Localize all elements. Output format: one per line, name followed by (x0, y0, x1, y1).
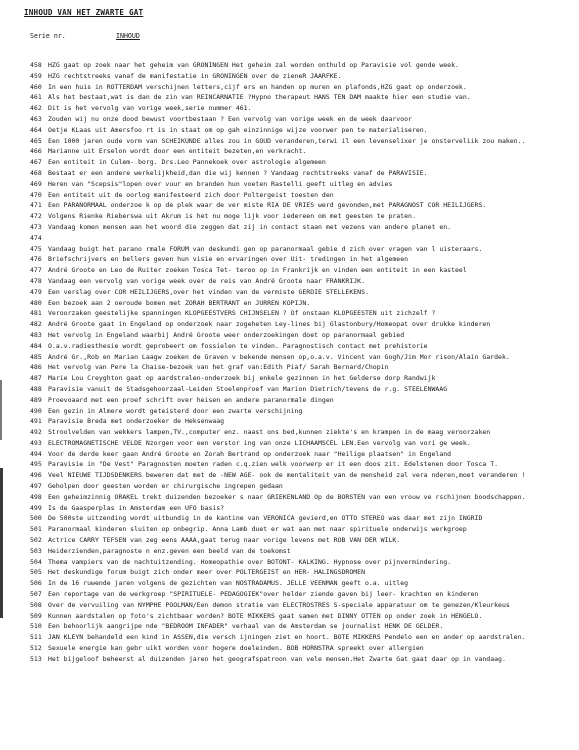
episode-content: Paravisie Breda met onderzoeker de Heksenwaag (48, 417, 225, 426)
list-item (30, 71, 575, 82)
episode-content: Thema vampiers van de nachtuitzending. Homeopathie over BOTONT- KALKING. Hypnose over pijnvermindering. (48, 557, 452, 566)
list-item (30, 406, 575, 417)
list-item (30, 546, 575, 557)
serie-number: 476 (30, 255, 42, 264)
list-item (30, 600, 575, 611)
list-item (30, 222, 575, 233)
serie-number: 506 (30, 579, 42, 588)
serie-number: 472 (30, 212, 42, 221)
list-item (30, 481, 575, 492)
serie-number: 481 (30, 309, 42, 318)
serie-number: 510 (30, 622, 42, 631)
list-item (30, 567, 575, 578)
episode-content: Heren van "Scepsis"lopen over vuur en branden hun voeten Rastelli geeft uitleg en advies (48, 179, 393, 188)
episode-content: Dit is het vervolg van vorige week,serie nummer 461. (48, 104, 252, 113)
list-item (30, 103, 575, 114)
episode-content: Over de vervuiling van NYMPHE POOLMAN/Een demon stratie van ELECTROSTRES S-speciale apparatuur om te genezen/Kleurkeus (48, 600, 510, 609)
list-item (30, 254, 575, 265)
serie-number: 495 (30, 460, 42, 469)
list-item (30, 362, 575, 373)
serie-number: 503 (30, 546, 42, 555)
list-item (30, 395, 575, 406)
serie-number: 483 (30, 330, 42, 339)
serie-number: 487 (30, 374, 42, 383)
column-header (30, 32, 570, 42)
list-item (30, 265, 575, 276)
serie-number: 496 (30, 471, 42, 480)
serie-number: 463 (30, 114, 42, 123)
episode-content: Actrice CARRY TEFSEN van zeg eens AAAA,gaat terug naar vorige levens met ROB VAN DER WILK. (48, 536, 401, 545)
list-item (30, 125, 575, 136)
list-item (30, 589, 575, 600)
list-item (30, 308, 575, 319)
episode-content: Vandaag buigt het parano rmale FORUM van deskundi gen op paranormaal gebie d zich over vragen van l uisteraars. (48, 244, 483, 253)
list-item (30, 244, 575, 255)
serie-number: 469 (30, 179, 42, 188)
serie-number: 474 (30, 233, 42, 242)
episode-content: Zouden wij nu onze dood bewust voortbestaan ? Een vervolg van vorige week en de week daarvoor (48, 114, 412, 123)
serie-number: 493 (30, 438, 42, 447)
list-item (30, 211, 575, 222)
episode-content: Een gezin in Almere wordt geteisterd door een zwarte verschijning (48, 406, 303, 415)
list-item (30, 168, 575, 179)
serie-number: 488 (30, 384, 42, 393)
list-item (30, 82, 575, 93)
serie-number: 462 (30, 104, 42, 113)
serie-number: 511 (30, 633, 42, 642)
serie-number: 471 (30, 201, 42, 210)
episode-content: Vandaag komen mensen aan het woord die zeggen dat zij in contact staan met vezens van andere planet en. (48, 222, 452, 231)
serie-number: 464 (30, 125, 42, 134)
episode-content: André Groote en Leo de Ruiter zoeken Tosca Tet- teroo op in Frankrijk en vinden een entiteit in een kasteel (48, 266, 467, 275)
serie-number: 468 (30, 168, 42, 177)
serie-number: 475 (30, 244, 42, 253)
episode-content: Een reportage van de werkgroep "SPIRITUELE- PEDAGOGIEK"over helder ziende gaven bij leer- krachten en kinderen (48, 590, 479, 599)
episode-content: HZG rechtstreeks vanaf de manifestatie in GRONINGEN over de zieneR JAARFKE. (48, 71, 342, 80)
document-title: INHOUD VAN HET ZWARTE GAT (24, 8, 144, 17)
serie-number: 490 (30, 406, 42, 415)
serie-number: 497 (30, 482, 42, 491)
list-item (30, 535, 575, 546)
list-item (30, 287, 575, 298)
serie-number: 505 (30, 568, 42, 577)
serie-number: 491 (30, 417, 42, 426)
list-item (30, 179, 575, 190)
episode-content: Een verslag over COR HEILIJGERS,over het vinden van de vermiste GERDIE STELLEKENS. (48, 287, 369, 296)
serie-number: 466 (30, 147, 42, 156)
list-item (30, 427, 575, 438)
serie-number: 508 (30, 600, 42, 609)
serie-number: 492 (30, 428, 42, 437)
list-item (30, 654, 575, 665)
list-item (30, 330, 575, 341)
episode-content: Paravisie in "De Vest" Paragnosten moeten raden c.q.zien welk voorwerp er it een doos zit. Edelstenen door Tosca T. (48, 460, 499, 469)
episode-content: JAN KLEYN behandeld een kind in ASSEN,die versch ijningen ziet en hoort. BOTE MIKKERS Pendelo een en ander op aardstralen. (48, 633, 526, 642)
list-item (30, 60, 575, 71)
episode-content: Een 1000 jaren oude vorm van SCHEIKUNDE alles zou in GOUD veranderen,terwi il een levenselixer je onsterveliik zou maken.. (48, 136, 526, 145)
episode-content: Veel NIEUWE TIJDSDENKERS beweren dat met de -NEW AGE- ook de mentaliteit van de mensheid zal vera nderen,moet veranderen ! (48, 471, 526, 480)
list-item (30, 352, 575, 363)
episode-content: Marie Lou Creyghton gaat op aardstralen-onderzoek bij enkele gezinnen in het Gelderse dorp Randwijk (48, 374, 436, 383)
episode-content: Stroolvelden van wekkers lampen,TV.,computer enz. naast ons bed,kunnen ziekte's en krampen in de maag veroorzaken (48, 428, 491, 437)
episode-content: Een PARANORMAAL onderzoe k op de plek waar de ver miste RIA DE VRIES werd gevonden,met PARAGNOST COR HEILIJGERS. (48, 201, 487, 210)
list-item (30, 416, 575, 427)
episode-content: In een huis in ROTTERDAM verschijnen letters,cijf ers en handen op muren en plafonds,HZG gaat op onderzoek. (48, 82, 467, 91)
list-item (30, 146, 575, 157)
serie-number: 480 (30, 298, 42, 307)
scan-edge-mark (0, 380, 2, 440)
serie-number: 498 (30, 492, 42, 501)
episode-content: Kunnen aardstalen op foto's zichtbaar worden? BOTE MIKKERS gaat samen met DINNY OTTEN op onder zoek in HENGELO. (48, 611, 483, 620)
scan-edge-bar (0, 468, 3, 618)
serie-number: 494 (30, 449, 42, 458)
episode-content: De 500ste uitzending wordt uitbundig in de kantine van VERONICA gevierd,en OTTO STEREO was daar met zijn INGRID (48, 514, 483, 523)
serie-number: 504 (30, 557, 42, 566)
serie-number: 461 (30, 93, 42, 102)
list-item (30, 92, 575, 103)
serie-number: 478 (30, 276, 42, 285)
episode-content: Proevoaard met een proef schrift over heisen en andere paranormale dingen (48, 395, 334, 404)
serie-number: 460 (30, 82, 42, 91)
serie-number: 501 (30, 525, 42, 534)
episode-content: Het vervolg in Engeland waarbij André Groote weer onderzoekingen doet op paranormaal gebied (48, 330, 405, 339)
list-item (30, 578, 575, 589)
episode-content: Briefschrijvers en bellers geven hun visie en ervaringen over Uit- tredingen in het algemeen (48, 255, 409, 264)
serie-number: 473 (30, 222, 42, 231)
serie-number: 482 (30, 320, 42, 329)
list-item (30, 276, 575, 287)
list-item (30, 621, 575, 632)
episode-content: HZG gaat op zoek naar het geheim van GRONINGEN Het geheim zal worden onthuld op Paravisie vol gende week. (48, 61, 459, 69)
serie-number: 512 (30, 644, 42, 653)
serie-number: 502 (30, 536, 42, 545)
episode-content: O.a.v.radiesthesie wordt geprobeert om fossielen te vinden. Paragnostisch contact met prehistorie (48, 341, 428, 350)
list-item (30, 298, 575, 309)
list-item (30, 341, 575, 352)
episode-content: Bestaat er een andere werkelijkheid,dan die wij kennen ? Vandaag rechtstreeks vanaf de PARAVISIE. (48, 168, 428, 177)
list-item (30, 233, 575, 244)
episode-content: Het vervolg van Pere la Chaise-bezoek van het graf van:Edith Piaf/ Sarah Bernard/Chopin (48, 363, 389, 372)
episode-content: Oetje KLaas uit Amersfoo rt is in staat om op gah einzinnige wijze voorwer pen te materialiseren. (48, 125, 428, 134)
list-item (30, 492, 575, 503)
episode-content: Als het bestaat,wat is dan de zin van REINCARNATIE ?Hypno therapeut HANS TEN DAM maakte hier een studie van. (48, 93, 471, 102)
episode-content: Paravisie vanuit de Stadsgehoorzaal-Leiden Stoelenproef van Marion Dietrich/tevens de r.g. STEELENWAAG (48, 384, 448, 393)
episode-content: ELECTROMAGNETISCHE VELDE Nzorgen voor een verstor ing van onze LICHAAMSCEL LEN.Een vervolg van vori ge week. (48, 438, 471, 447)
episode-content: André Groote gaat in Engeland op onderzoek naar zogeheten Ley-lines bij Glastonbury/Homeopat over drukke kinderen (48, 320, 491, 329)
episode-content: Heiderzienden,paragnoste n enz.geven een beeld van de toekomst (48, 546, 291, 555)
episode-content: Een entiteit uit de oorlog manifesteerd zich door Poltergeist toesten den (48, 190, 334, 199)
list-item (30, 513, 575, 524)
list-item (30, 557, 575, 568)
header-serie-nr: Serie nr. (30, 32, 66, 40)
serie-number: 507 (30, 590, 42, 599)
list-item (30, 114, 575, 125)
serie-number: 467 (30, 158, 42, 167)
header-inhoud: INHOUD (116, 32, 140, 40)
episode-content: Voor de derde keer gaan André Groote en Zorah Bertrand op onderzoek naar "Heilige plaatsen" in Engeland (48, 449, 452, 458)
serie-number: 470 (30, 190, 42, 199)
list-item (30, 319, 575, 330)
episode-content: Een bezoek aan 2 oeroude bomen met ZORAH BERTRANT en JURREN KOPIJN. (48, 298, 311, 307)
list-item (30, 136, 575, 147)
serie-number: 465 (30, 136, 42, 145)
episode-content: Het deskundige forum buigt zich onder meer over POLTERGEIST en HER- HALINGSDROMEN (48, 568, 365, 577)
list-item (30, 157, 575, 168)
serie-number: 500 (30, 514, 42, 523)
serie-number: 513 (30, 654, 42, 663)
episode-content: Sexuele energie kan gebr uikt worden voor hogere doeleinden. BOB HORNSTRA spreekt over allergien (48, 644, 424, 653)
serie-number: 484 (30, 341, 42, 350)
episode-content: Een behoorlijk aangrijpe nde "BEDROOM INFADER" verhaal van de Amsterdam se journalist HENK DE GELDER. (48, 622, 444, 631)
serie-number: 499 (30, 503, 42, 512)
list-item (30, 643, 575, 654)
list-item (30, 438, 575, 449)
episode-content: Vandaag een vervolg van vorige week over de reis van André Groote naar FRANKRIJK. (48, 276, 365, 285)
serie-number: 509 (30, 611, 42, 620)
episode-list (30, 60, 575, 665)
episode-content: Marianne uit Erselon wordt door een entiteit bezeten,en verkracht. (48, 147, 307, 156)
list-item (30, 503, 575, 514)
serie-number: 486 (30, 363, 42, 372)
serie-number: 489 (30, 395, 42, 404)
serie-number: 479 (30, 287, 42, 296)
episode-content: Is de Gaasperplas in Amsterdam een UFO basis? (48, 503, 225, 512)
serie-number: 458 (30, 61, 42, 69)
list-item (30, 449, 575, 460)
episode-content: In de 16 ruwende jaren volgens de gezichten van NOSTRADAMUS. JELLE VEENMAN geeft o.a. uitleg (48, 579, 409, 588)
serie-number: 477 (30, 266, 42, 275)
serie-number: 485 (30, 352, 42, 361)
list-item (30, 459, 575, 470)
list-item (30, 611, 575, 622)
list-item (30, 373, 575, 384)
list-item (30, 632, 575, 643)
episode-content: Geholpen door geesten worden er chirurgische ingrepen gedaan (48, 482, 283, 491)
episode-content: Een geheimzinnig ORAKEL trekt duizenden bezoeker s naar GRIEKENLAND Op de BORSTEN van een vrouw ve rschijnen boodschappen. (48, 492, 526, 501)
list-item (30, 524, 575, 535)
episode-content: Paranormaal kinderen sluiten op onbegrip. Anna Lamb duet er wat aan met naar spirituele onderwijs werkgroep (48, 525, 467, 534)
list-item (30, 384, 575, 395)
episode-content: Het bijgeloof beheerst al duizenden jaren het geografspatroon van vele mensen.Het Zwarte Gat gaat daar op in vandaag. (48, 654, 506, 663)
list-item (30, 190, 575, 201)
list-item (30, 200, 575, 211)
serie-number: 459 (30, 71, 42, 80)
list-item (30, 470, 575, 481)
episode-content: Een entiteit in Culem- borg. Drs.Leo Pannekoek over astrologie algemeen (48, 158, 326, 167)
episode-content: Volgens Rienke Rieberswa uit Akrum is het nu moge lijk voor iedereen om met geesten te praten. (48, 212, 416, 221)
episode-content: Veroorzaken geestelijke spanningen KLOPGEESTVERS CHIJNSELEN ? Of onstaan KLOPGEESTEN uit zichzelf ? (48, 309, 436, 318)
episode-content: André Gr.,Rob en Marian Laagw zoeken de Graven v bekende mensen op,o.a.v. Vincent van Gogh/Jim Mor rison/Alain Gardek. (48, 352, 510, 361)
